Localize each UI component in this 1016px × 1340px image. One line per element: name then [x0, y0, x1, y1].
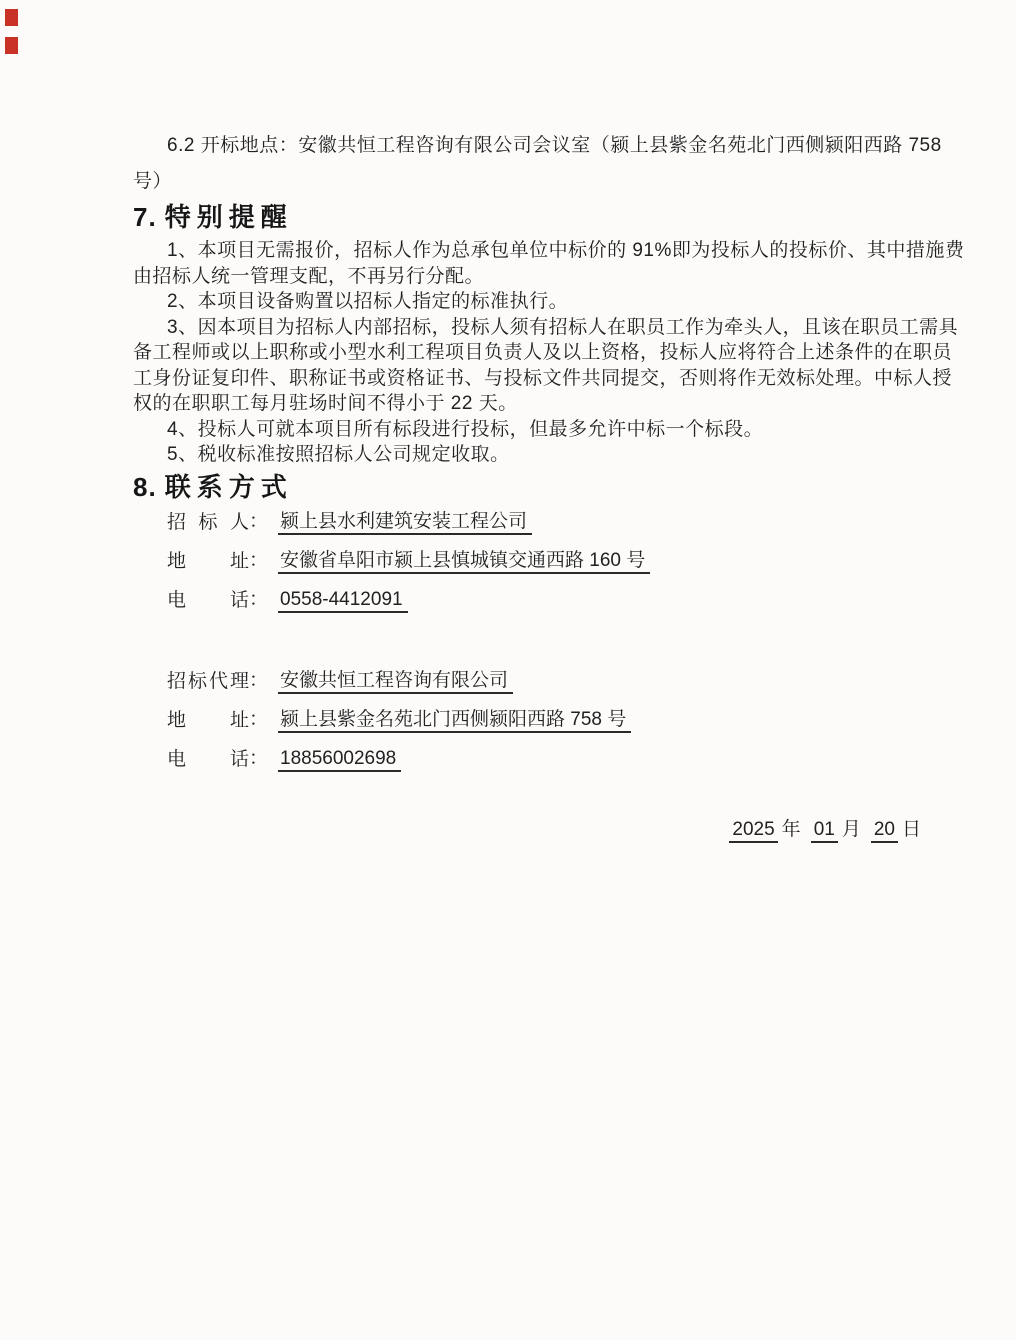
red-scan-mark-bottom — [5, 37, 18, 54]
tenderer-phone: 0558-4412091 — [278, 589, 408, 613]
agent-phone: 18856002698 — [278, 748, 401, 772]
issue-date-year: 2025 — [729, 819, 777, 843]
document-content — [133, 128, 965, 842]
issue-date-day: 20 — [871, 819, 898, 843]
agent-address: 颍上县紫金名苑北门西侧颍阳西路 758 号 — [278, 709, 631, 733]
special-reminders-list — [133, 238, 965, 468]
contact-row-agent — [167, 669, 921, 694]
section8-title: 联系方式 — [164, 471, 293, 502]
section8-number: 8. — [133, 471, 157, 502]
section7-number: 7. — [133, 202, 157, 232]
label-colon: ： — [249, 708, 269, 730]
section7-title: 特别提醒 — [164, 202, 293, 232]
reminder-3-line3: 工身份证复印件、职称证书或资格证书、与投标文件共同提交，否则将作无效标处理。中标人授 — [133, 367, 953, 389]
contact-row-tenderer-phone — [167, 588, 921, 613]
section8-heading — [133, 472, 921, 502]
tenderer-contact-block — [133, 510, 921, 772]
tenderer-phone-label: 电 话 — [167, 589, 249, 611]
contact-row-tenderer — [167, 510, 921, 535]
reminder-2: 2、本项目设备购置以招标人指定的标准执行。 — [167, 291, 569, 312]
issue-date-month: 01 — [811, 819, 838, 843]
reminder-3-line4: 权的在职职工每月驻场时间不得小于 22 天。 — [133, 393, 518, 414]
issue-date — [133, 818, 921, 842]
label-colon: ： — [249, 747, 269, 769]
issue-date-year-unit: 年 — [781, 818, 801, 840]
agent-phone-label: 电 话 — [167, 748, 249, 770]
contact-row-tenderer-address — [167, 549, 921, 574]
block-spacer — [167, 627, 921, 669]
label-colon: ： — [249, 588, 269, 610]
agent-name: 安徽共恒工程咨询有限公司 — [278, 670, 513, 694]
reminder-4: 4、投标人可就本项目所有标段进行投标，但最多允许中标一个标段。 — [167, 418, 764, 440]
red-scan-mark-top — [5, 9, 18, 26]
reminder-3-line1: 3、因本项目为招标人内部招标，投标人须有招标人在职员工作为牵头人，且该在职员工需具 — [167, 316, 959, 338]
issue-date-month-unit: 月 — [841, 818, 861, 840]
reminder-5: 5、税收标准按照招标人公司规定收取。 — [167, 444, 510, 465]
reminder-3-line2: 备工程师或以上职称或小型水利工程项目负责人及以上资格，投标人应将符合上述条件的在职员 — [133, 342, 953, 363]
label-colon: ： — [249, 669, 269, 691]
tenderer-address-label: 地 址 — [167, 550, 249, 572]
bid-opening-location-line2: 号） — [133, 171, 173, 192]
label-colon: ： — [249, 549, 269, 571]
label-colon: ： — [249, 510, 269, 532]
contact-row-agent-address — [167, 708, 921, 733]
tenderer-name: 颍上县水利建筑安装工程公司 — [278, 511, 532, 535]
reminder-1-line2: 由招标人统一管理支配，不再另行分配。 — [133, 265, 485, 287]
agent-label: 招标代理 — [167, 670, 249, 692]
agent-address-label: 地 址 — [167, 709, 249, 731]
tenderer-address: 安徽省阜阳市颍上县慎城镇交通西路 160 号 — [278, 550, 650, 574]
section7-heading — [133, 202, 921, 232]
contact-row-agent-phone — [167, 747, 921, 772]
issue-date-day-unit: 日 — [901, 818, 921, 840]
bid-opening-location — [133, 128, 942, 200]
bid-opening-location-line1: 6.2 开标地点：安徽共恒工程咨询有限公司会议室（颍上县紫金名苑北门西侧颍阳西路 758 — [167, 135, 942, 156]
tenderer-label: 招 标 人 — [167, 511, 249, 533]
reminder-1-line1: 1、本项目无需报价，招标人作为总承包单位中标价的 91%即为投标人的投标价、其中措施费 — [167, 240, 965, 261]
